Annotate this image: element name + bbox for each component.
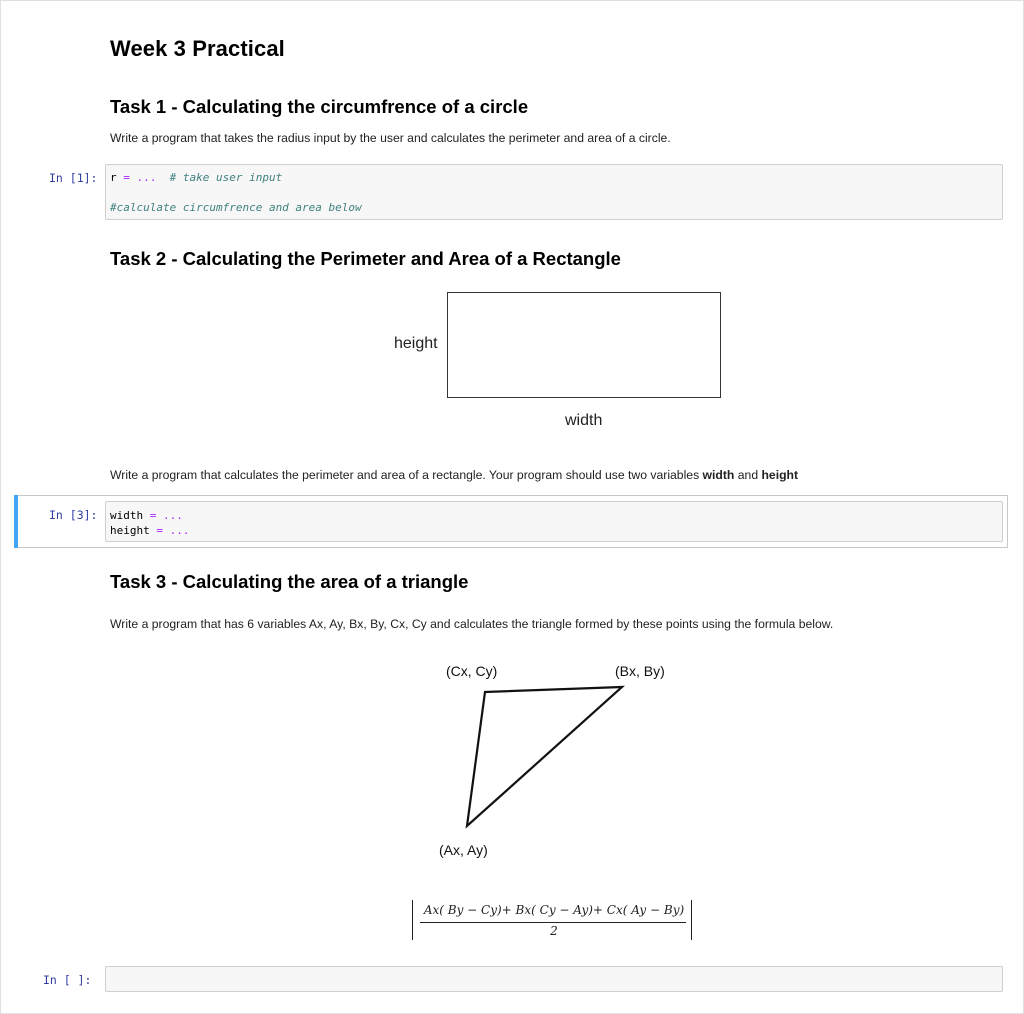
formula-numerator: Ax( By − Cy)+ Bx( Cy − Ay)+ Cx( Ay − By) <box>423 903 685 917</box>
cell3-prompt: In [3]: <box>49 508 98 522</box>
task2-description <box>110 468 798 482</box>
code-line <box>110 171 282 184</box>
code-comment: # take user input <box>156 171 283 184</box>
task1-description: Write a program that takes the radius input by the user and calculates the perimeter and area of a circle. <box>110 131 671 145</box>
fraction-line <box>420 922 686 923</box>
code-comment: #calculate circumfrence and area below <box>110 201 362 214</box>
task3-description: Write a program that has 6 variables Ax, Ay, Bx, By, Cx, Cy and calculates the triangle formed by these points using the formula below. <box>110 617 834 631</box>
desc-text: and <box>734 468 762 482</box>
cell1-prompt: In [1]: <box>49 171 98 185</box>
width-label: width <box>565 412 603 429</box>
height-label: height <box>394 335 438 352</box>
code-token: = ... <box>143 509 183 522</box>
code-line <box>110 524 190 537</box>
var-width-bold: width <box>702 468 735 482</box>
task1-heading: Task 1 - Calculating the circumfrence of a circle <box>110 96 529 117</box>
task3-heading: Task 3 - Calculating the area of a triangle <box>110 571 469 592</box>
formula-denominator: 2 <box>550 924 558 938</box>
abs-bar-right <box>691 900 692 940</box>
triangle-shape <box>467 687 622 826</box>
rectangle-diagram <box>447 292 721 398</box>
task2-heading: Task 2 - Calculating the Perimeter and Area of a Rectangle <box>110 248 621 269</box>
empty-code-cell[interactable] <box>105 966 1003 992</box>
triangle-diagram <box>440 670 660 850</box>
point-c-label: (Cx, Cy) <box>446 663 498 679</box>
code-token: width <box>110 509 144 522</box>
code-line <box>110 201 362 214</box>
var-height-bold: height <box>761 468 799 482</box>
code-token: r <box>110 171 117 184</box>
code-cell-1[interactable] <box>105 164 1003 220</box>
code-cell-3[interactable] <box>105 501 1003 542</box>
code-line <box>110 509 183 522</box>
empty-cell-prompt: In [ ]: <box>43 973 92 987</box>
page-title: Week 3 Practical <box>110 36 285 61</box>
area-formula <box>412 900 692 940</box>
desc-text: Write a program that calculates the perimeter and area of a rectangle. Your program should use two variables <box>110 468 703 482</box>
abs-bar-left <box>412 900 413 940</box>
point-a-label: (Ax, Ay) <box>439 842 488 858</box>
selected-cell-indicator <box>14 495 18 548</box>
code-token: = ... <box>149 524 190 537</box>
point-b-label: (Bx, By) <box>615 663 665 679</box>
code-token: height <box>110 524 150 537</box>
code-token: = ... <box>116 171 157 184</box>
